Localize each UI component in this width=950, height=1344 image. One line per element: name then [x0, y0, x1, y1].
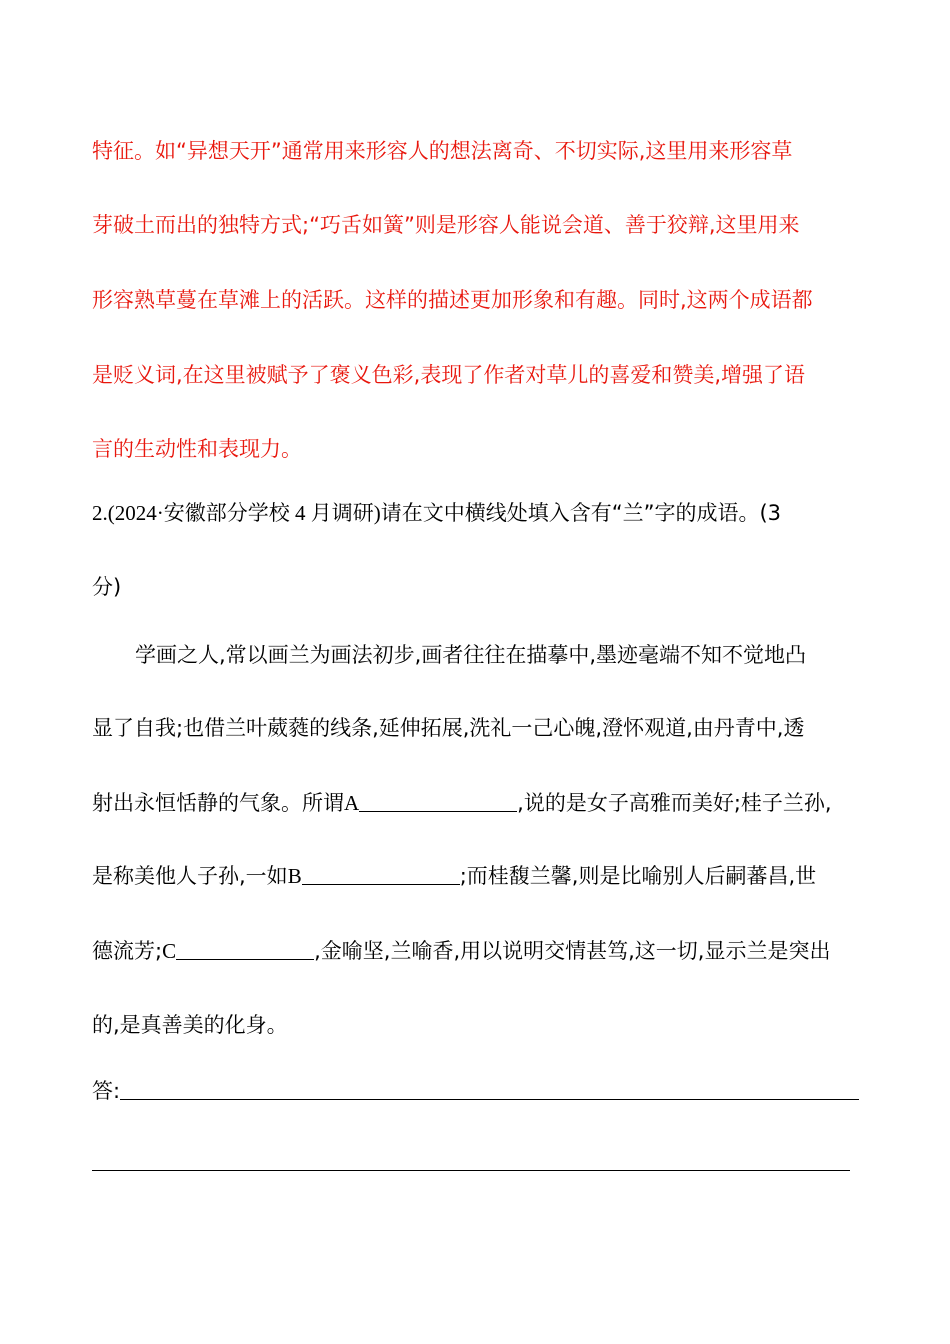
passage-text: ;而桂馥兰馨,则是比喻别人后嗣蕃昌,世	[459, 864, 817, 888]
explanation-line-3: 形容熟草蔓在草滩上的活跃。这样的描述更加形象和有趣。同时,这两个成语都	[92, 288, 813, 312]
answer-line-1[interactable]	[120, 1099, 859, 1100]
blank-a-field[interactable]	[359, 791, 517, 812]
answer-line-2[interactable]	[92, 1170, 850, 1171]
passage-text: ,说的是女子高雅而美好;桂子兰孙,	[517, 791, 832, 815]
passage-line-1: 学画之人,常以画兰为画法初步,画者往往在描摹中,墨迹毫端不知不觉地凸	[135, 643, 807, 667]
explanation-line-4: 是贬义词,在这里被赋予了褒义色彩,表现了作者对草儿的喜爱和赞美,增强了语	[92, 363, 806, 387]
blank-b-label: B	[287, 864, 302, 888]
passage-line-4	[92, 861, 872, 891]
passage-line-2: 显了自我;也借兰叶葳蕤的线条,延伸拓展,洗礼一己心魄,澄怀观道,由丹青中,透	[92, 716, 805, 740]
passage-text: 是称美他人子孙,一如	[92, 864, 288, 888]
question-line-1	[92, 498, 872, 528]
blank-c-label: C	[162, 939, 177, 963]
blank-b-field[interactable]	[302, 864, 460, 885]
passage-text: ,金喻坚,兰喻香,用以说明交情甚笃,这一切,显示兰是突出	[314, 939, 831, 963]
explanation-line-2: 芽破土而出的独特方式;“巧舌如簧”则是形容人能说会道、善于狡辩,这里用来	[92, 213, 800, 237]
answer-label: 答:	[92, 1079, 121, 1103]
passage-text: 射出永恒恬静的气象。所谓	[92, 791, 344, 815]
explanation-line-1: 特征。如“异想天开”通常用来形容人的想法离奇、不切实际,这里用来形容草	[92, 139, 793, 163]
question-line-2: 分)	[92, 575, 122, 599]
question-prompt: 请在文中横线处填入含有“兰”字的成语。(3	[380, 501, 782, 525]
explanation-line-5: 言的生动性和表现力。	[92, 437, 302, 461]
passage-line-6: 的,是真善美的化身。	[92, 1013, 288, 1037]
blank-c-field[interactable]	[176, 939, 314, 960]
passage-line-3	[92, 788, 872, 818]
blank-a-label: A	[344, 791, 360, 815]
passage-line-5	[92, 936, 872, 966]
passage-text: 德流芳;	[92, 939, 163, 963]
question-source: 2.(2024·安徽部分学校 4 月调研)	[92, 501, 381, 525]
